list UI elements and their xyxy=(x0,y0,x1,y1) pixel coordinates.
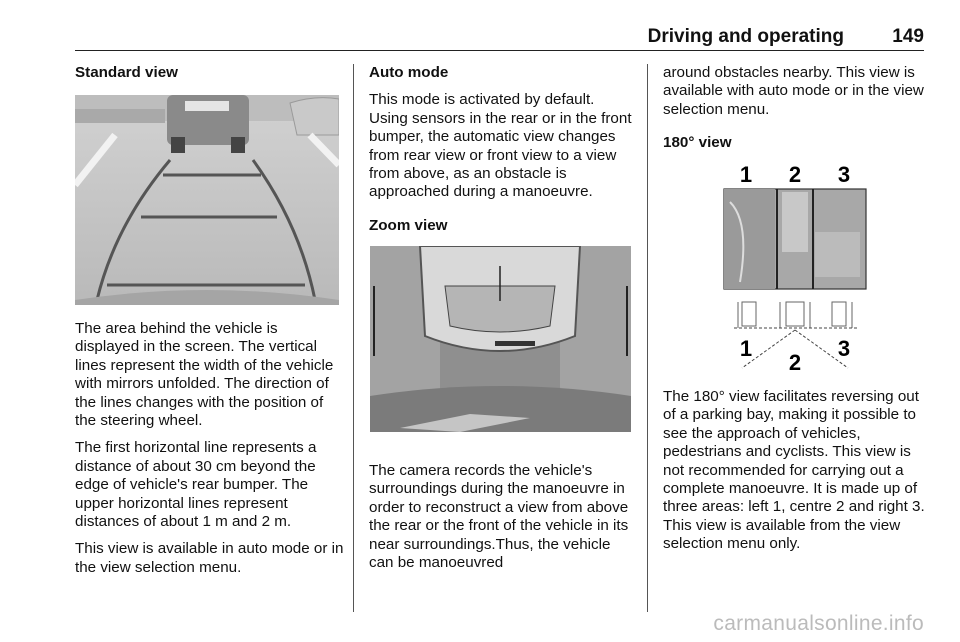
horizontal-lines-description: The first horizontal line represents a distance of about 30 cm beyond the edge of vehicle's rear bumper. The upper horizontal lines represent distances of about 1 m and 2 m. xyxy=(75,439,317,531)
label-top-1: 1 xyxy=(739,162,753,187)
180-view-diagram xyxy=(720,162,870,374)
heading-auto-mode: Auto mode xyxy=(369,64,449,81)
180-view-description: The 180° view facilitates reversing out of a parking bay, making it possible to see the approach of vehicles, pedestrians and cyclists. This view is not recommended for carrying out a complete manoeuvre. It is made up of three areas: left 1, centre 2 and right 3. This view is available from the view selection menu only. xyxy=(663,388,925,553)
heading-zoom-view: Zoom view xyxy=(369,216,448,234)
column-1-text xyxy=(75,320,345,586)
standard-view-description: The area behind the vehicle is displayed in the screen. The vertical lines represent the width of the vehicle with mirrors unfolded. The direction of the lines changes with the position of the steering wheel. xyxy=(75,320,334,430)
label-bottom-2: 2 xyxy=(788,350,802,374)
column-3 xyxy=(663,64,929,162)
standard-view-availability: This view is available in auto mode or in the view selection menu. xyxy=(75,540,344,576)
label-bottom-3: 3 xyxy=(837,336,851,361)
zoom-view-description: The camera records the vehicle's surroundings during the manoeuvre in order to reconstruct a view from above the rear or the front of the vehicle in its near surroundings.Thus, the vehicle can be manoeuvred xyxy=(369,462,629,572)
auto-mode-description: This mode is activated by default. Using sensors in the rear or in the front bumper, the automatic view changes from rear view or front view to a view from above, as an obstacle is approached during a manoeuvre. xyxy=(369,91,632,201)
section-title: Driving and operating xyxy=(647,26,844,47)
standard-view-camera-image xyxy=(75,95,339,305)
column-2 xyxy=(369,64,635,244)
zoom-view-camera-image xyxy=(370,246,631,432)
rear-camera-illustration xyxy=(75,95,339,305)
label-top-3: 3 xyxy=(837,162,851,187)
column-2-text xyxy=(369,462,637,581)
zoom-view-continuation: around obstacles nearby. This view is available with auto mode or in the view selection menu. xyxy=(663,64,924,118)
page-number: 149 xyxy=(892,26,924,47)
column-1 xyxy=(75,64,343,91)
column-3-text xyxy=(663,388,929,563)
heading-180-view: 180° view xyxy=(663,134,732,152)
column-divider-2 xyxy=(647,64,648,612)
column-divider-1 xyxy=(353,64,354,612)
page-header xyxy=(75,26,924,48)
header-rule xyxy=(75,50,924,51)
zoom-top-view-illustration xyxy=(370,246,631,432)
label-bottom-1: 1 xyxy=(739,336,753,361)
watermark: carmanualsonline.info xyxy=(713,612,924,635)
heading-standard-view: Standard view xyxy=(75,64,178,81)
label-top-2: 2 xyxy=(788,162,802,187)
180-view-illustration xyxy=(720,162,870,374)
